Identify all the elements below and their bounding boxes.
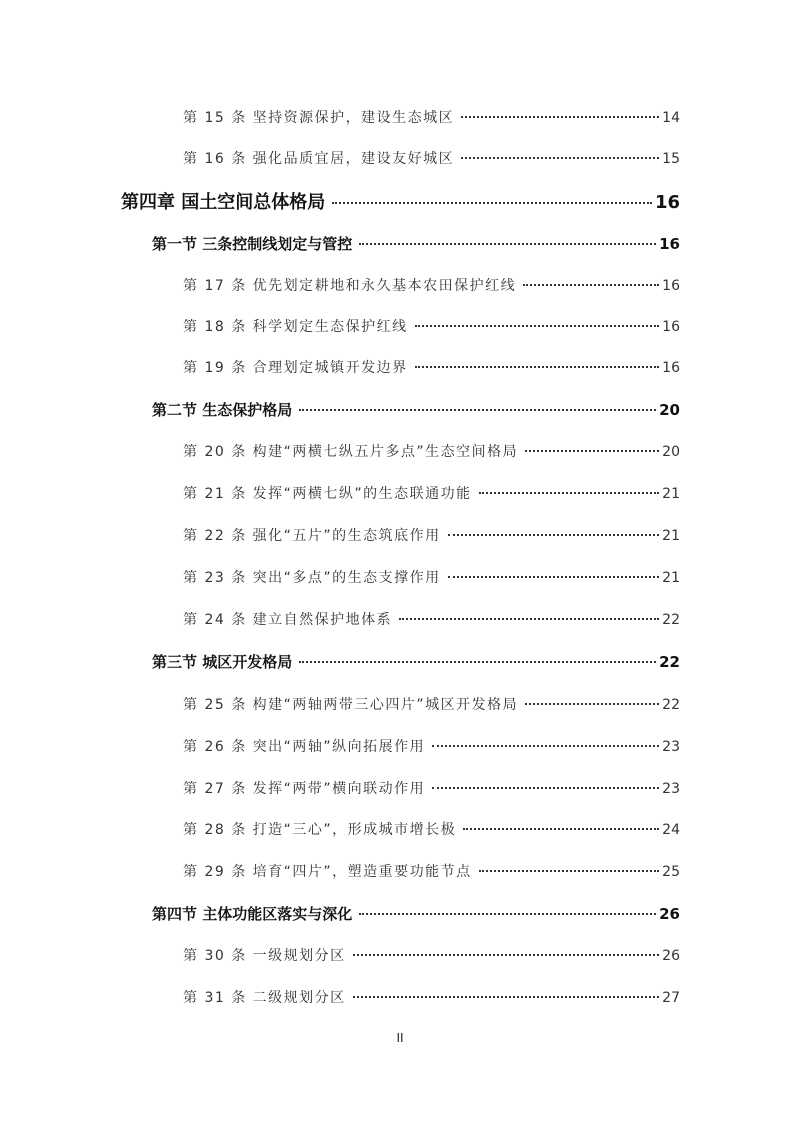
toc-entry-article[interactable] [183, 818, 680, 842]
toc-entry-section[interactable] [152, 398, 680, 422]
toc-entry-page: 24 [662, 822, 680, 838]
toc-entry-title: 第一节 三条控制线划定与管控 [152, 235, 353, 253]
toc-entry-page: 23 [662, 781, 680, 797]
dot-leader [359, 243, 656, 245]
toc-entry-article[interactable] [183, 693, 680, 717]
toc-entry-article[interactable] [183, 106, 680, 130]
toc-entry-title: 第 27 条 发挥“两带”横向联动作用 [183, 781, 426, 797]
page-number: II [396, 1031, 404, 1045]
toc-entry-page: 21 [662, 528, 680, 544]
dot-leader [353, 954, 660, 956]
toc-entry-article[interactable] [183, 440, 680, 464]
toc-entry-section[interactable] [152, 902, 680, 926]
toc-entry-title: 第三节 城区开发格局 [152, 653, 293, 671]
toc-entry-page: 20 [662, 444, 680, 460]
dot-leader [299, 661, 656, 663]
dot-leader [353, 996, 660, 998]
toc-entry-article[interactable] [183, 735, 680, 759]
toc-entry-title: 第 21 条 发挥“两横七纵”的生态联通功能 [183, 486, 472, 502]
toc-entry-page: 16 [662, 278, 680, 294]
toc-entry-page: 25 [662, 864, 680, 880]
dot-leader [479, 492, 660, 494]
toc-entry-title: 第 29 条 培育“四片”，塑造重要功能节点 [183, 864, 472, 880]
dot-leader [432, 787, 659, 789]
toc-entry-article[interactable] [183, 608, 680, 632]
dot-leader [399, 618, 659, 620]
toc-entry-section[interactable] [152, 232, 680, 256]
toc-entry-page: 22 [659, 653, 680, 671]
toc-entry-page: 15 [662, 151, 680, 167]
toc-entry-title: 第 31 条 二级规划分区 [183, 990, 346, 1006]
dot-leader [525, 450, 659, 452]
dot-leader [479, 870, 660, 872]
dot-leader [463, 828, 659, 830]
toc-entry-page: 20 [659, 401, 680, 419]
toc-entry-page: 26 [662, 948, 680, 964]
dot-leader [461, 157, 659, 159]
dot-leader [448, 534, 660, 536]
toc-entry-page: 14 [662, 110, 680, 126]
toc-entry-page: 26 [659, 905, 680, 923]
toc-entry-title: 第四章 国土空间总体格局 [121, 192, 326, 213]
toc-entry-title: 第 24 条 建立自然保护地体系 [183, 612, 393, 628]
toc-entry-page: 16 [654, 192, 680, 213]
dot-leader [415, 325, 660, 327]
toc-entry-article[interactable] [183, 524, 680, 548]
toc-entry-title: 第 17 条 优先划定耕地和永久基本农田保护红线 [183, 278, 517, 294]
toc-entry-article[interactable] [183, 315, 680, 339]
toc-entry-page: 23 [662, 739, 680, 755]
toc-entry-article[interactable] [183, 274, 680, 298]
toc-entry-title: 第 30 条 一级规划分区 [183, 948, 346, 964]
toc-entry-article[interactable] [183, 944, 680, 968]
toc-entry-title: 第 20 条 构建“两横七纵五片多点”生态空间格局 [183, 444, 519, 460]
toc-entry-title: 第 26 条 突出“两轴”纵向拓展作用 [183, 739, 426, 755]
toc-entry-article[interactable] [183, 566, 680, 590]
toc-entry-title: 第 15 条 坚持资源保护，建设生态城区 [183, 110, 455, 126]
dot-leader [299, 409, 656, 411]
toc-entry-article[interactable] [183, 482, 680, 506]
toc-entry-article[interactable] [183, 356, 680, 380]
toc-entry-page: 16 [659, 235, 680, 253]
toc-entry-chapter[interactable] [121, 191, 680, 215]
toc-entry-title: 第 19 条 合理划定城镇开发边界 [183, 360, 408, 376]
toc-entry-article[interactable] [183, 147, 680, 171]
toc-entry-article[interactable] [183, 777, 680, 801]
toc-entry-page: 16 [662, 360, 680, 376]
toc-entry-article[interactable] [183, 986, 680, 1010]
toc-entry-page: 21 [662, 486, 680, 502]
toc-entry-section[interactable] [152, 650, 680, 674]
toc-entry-page: 27 [662, 990, 680, 1006]
dot-leader [359, 913, 656, 915]
dot-leader [525, 703, 659, 705]
toc-entry-title: 第四节 主体功能区落实与深化 [152, 905, 353, 923]
toc-entry-title: 第 23 条 突出“多点”的生态支撑作用 [183, 570, 441, 586]
dot-leader [523, 284, 659, 286]
toc-entry-title: 第 18 条 科学划定生态保护红线 [183, 319, 408, 335]
toc-entry-title: 第 28 条 打造“三心”，形成城市增长极 [183, 822, 457, 838]
toc-entry-page: 21 [662, 570, 680, 586]
dot-leader [432, 745, 659, 747]
toc-entry-title: 第 25 条 构建“两轴两带三心四片”城区开发格局 [183, 697, 519, 713]
dot-leader [332, 202, 652, 204]
dot-leader [415, 366, 660, 368]
toc-entry-title: 第 22 条 强化“五片”的生态筑底作用 [183, 528, 441, 544]
toc-entry-title: 第 16 条 强化品质宜居，建设友好城区 [183, 151, 455, 167]
toc-entry-page: 22 [662, 612, 680, 628]
dot-leader [461, 116, 659, 118]
toc-entry-article[interactable] [183, 860, 680, 884]
toc-entry-page: 16 [662, 319, 680, 335]
dot-leader [448, 576, 660, 578]
toc-entry-page: 22 [662, 697, 680, 713]
toc-entry-title: 第二节 生态保护格局 [152, 401, 293, 419]
